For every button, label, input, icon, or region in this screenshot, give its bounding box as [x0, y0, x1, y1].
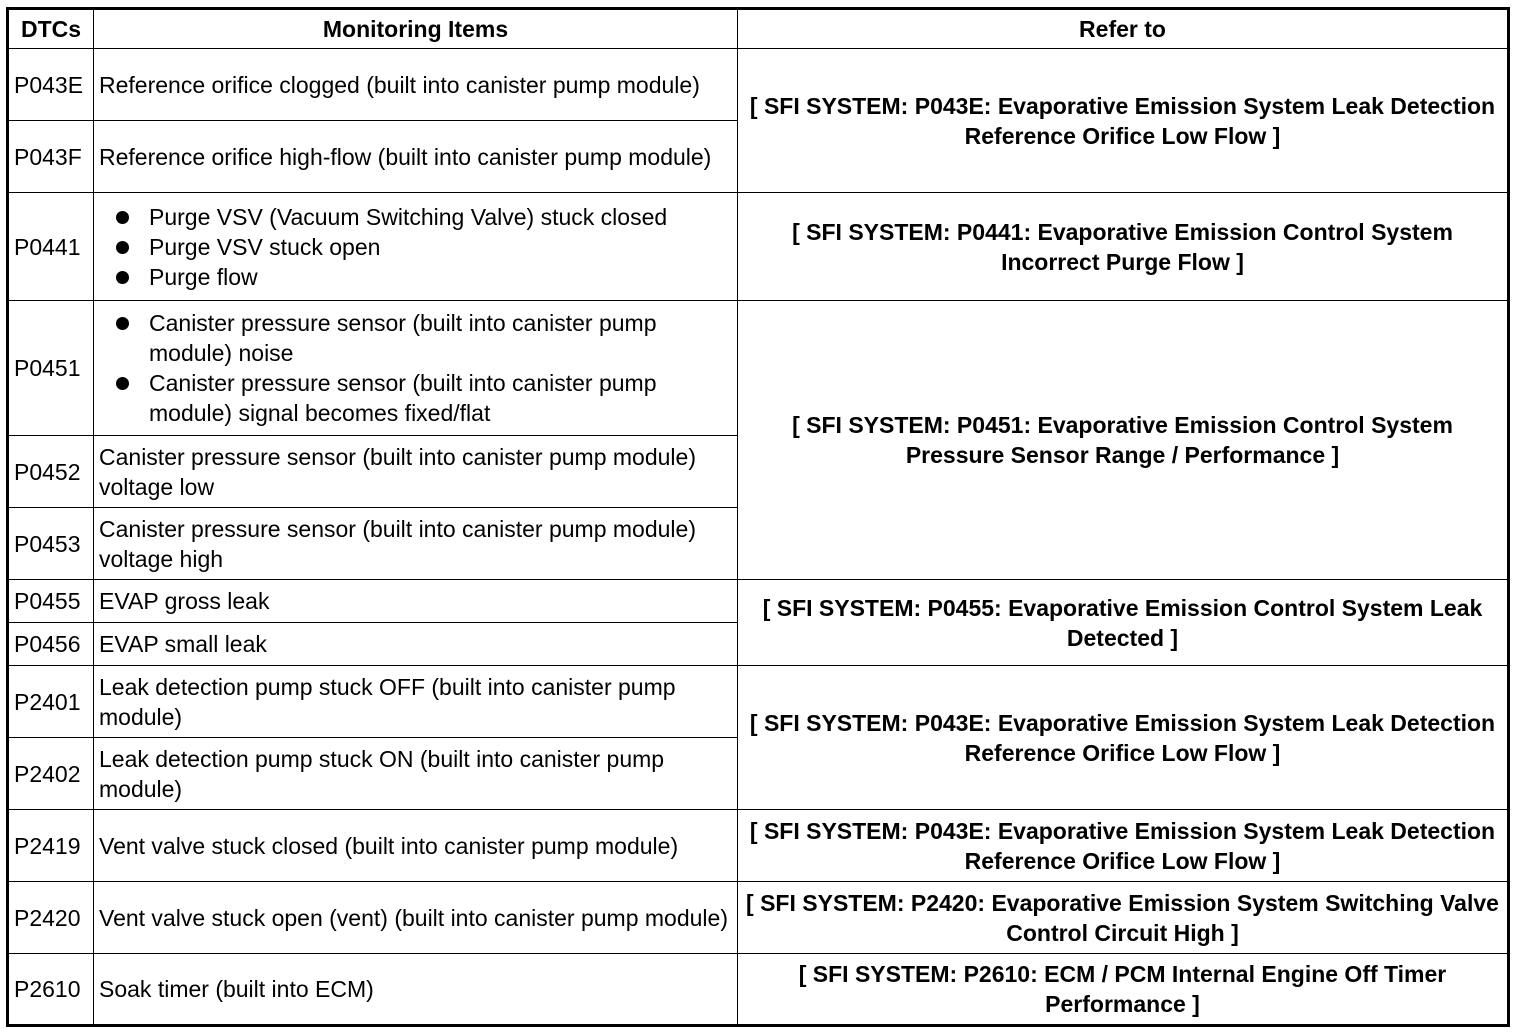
refer-to-link[interactable]: [ SFI SYSTEM: P0451: Evaporative Emission Control System Pressure Sensor Range / Performance ]	[738, 301, 1509, 580]
table-row	[8, 49, 1509, 121]
table-row	[8, 193, 1509, 301]
refer-to-link[interactable]: [ SFI SYSTEM: P043E: Evaporative Emission System Leak Detection Reference Orifice Low Flow ]	[738, 810, 1509, 882]
dtc-code: P0451	[8, 301, 94, 436]
dtc-code: P0455	[8, 580, 94, 623]
monitoring-item: EVAP small leak	[94, 623, 738, 666]
monitoring-item	[94, 301, 738, 436]
monitoring-item: Leak detection pump stuck ON (built into canister pump module)	[94, 738, 738, 810]
dtc-code: P2610	[8, 954, 94, 1026]
dtc-code: P2419	[8, 810, 94, 882]
monitoring-item: Canister pressure sensor (built into canister pump module) voltage high	[94, 508, 738, 580]
monitoring-item: Vent valve stuck closed (built into canister pump module)	[94, 810, 738, 882]
monitoring-item	[94, 193, 738, 301]
dtc-table	[6, 7, 1510, 1027]
table-row	[8, 666, 1509, 738]
dtc-code: P0441	[8, 193, 94, 301]
dtc-table-container	[6, 7, 1510, 1027]
dtc-code: P0453	[8, 508, 94, 580]
dtc-code: P043F	[8, 121, 94, 193]
refer-to-link[interactable]: [ SFI SYSTEM: P0455: Evaporative Emission Control System Leak Detected ]	[738, 580, 1509, 666]
monitoring-item: Soak timer (built into ECM)	[94, 954, 738, 1026]
bullet-item: Purge VSV stuck open	[99, 232, 737, 262]
dtc-code: P2420	[8, 882, 94, 954]
monitoring-item: Leak detection pump stuck OFF (built into canister pump module)	[94, 666, 738, 738]
header-monitoring-items: Monitoring Items	[94, 9, 738, 49]
bullet-item: Purge VSV (Vacuum Switching Valve) stuck closed	[99, 202, 737, 232]
refer-to-link[interactable]: [ SFI SYSTEM: P0441: Evaporative Emission Control System Incorrect Purge Flow ]	[738, 193, 1509, 301]
dtc-code: P043E	[8, 49, 94, 121]
refer-to-link[interactable]: [ SFI SYSTEM: P043E: Evaporative Emission System Leak Detection Reference Orifice Low Flow ]	[738, 666, 1509, 810]
monitoring-item: Reference orifice clogged (built into canister pump module)	[94, 49, 738, 121]
table-row	[8, 954, 1509, 1026]
dtc-code: P0452	[8, 436, 94, 508]
table-row	[8, 810, 1509, 882]
bullet-item: Canister pressure sensor (built into canister pump module) signal becomes fixed/flat	[99, 368, 737, 428]
dtc-code: P2402	[8, 738, 94, 810]
monitoring-item: Canister pressure sensor (built into canister pump module) voltage low	[94, 436, 738, 508]
refer-to-link[interactable]: [ SFI SYSTEM: P043E: Evaporative Emission System Leak Detection Reference Orifice Low Flow ]	[738, 49, 1509, 193]
refer-to-link[interactable]: [ SFI SYSTEM: P2420: Evaporative Emission System Switching Valve Control Circuit High ]	[738, 882, 1509, 954]
monitoring-item: Reference orifice high-flow (built into canister pump module)	[94, 121, 738, 193]
table-header-row	[8, 9, 1509, 49]
refer-to-link[interactable]: [ SFI SYSTEM: P2610: ECM / PCM Internal Engine Off Timer Performance ]	[738, 954, 1509, 1026]
bullet-list	[99, 202, 737, 292]
dtc-code: P0456	[8, 623, 94, 666]
bullet-item: Canister pressure sensor (built into canister pump module) noise	[99, 308, 737, 368]
monitoring-item: EVAP gross leak	[94, 580, 738, 623]
table-row	[8, 301, 1509, 436]
header-dtcs: DTCs	[8, 9, 94, 49]
monitoring-item: Vent valve stuck open (vent) (built into canister pump module)	[94, 882, 738, 954]
bullet-list	[99, 308, 737, 428]
bullet-item: Purge flow	[99, 262, 737, 292]
dtc-code: P2401	[8, 666, 94, 738]
table-row	[8, 882, 1509, 954]
header-refer-to: Refer to	[738, 9, 1509, 49]
table-row	[8, 580, 1509, 623]
